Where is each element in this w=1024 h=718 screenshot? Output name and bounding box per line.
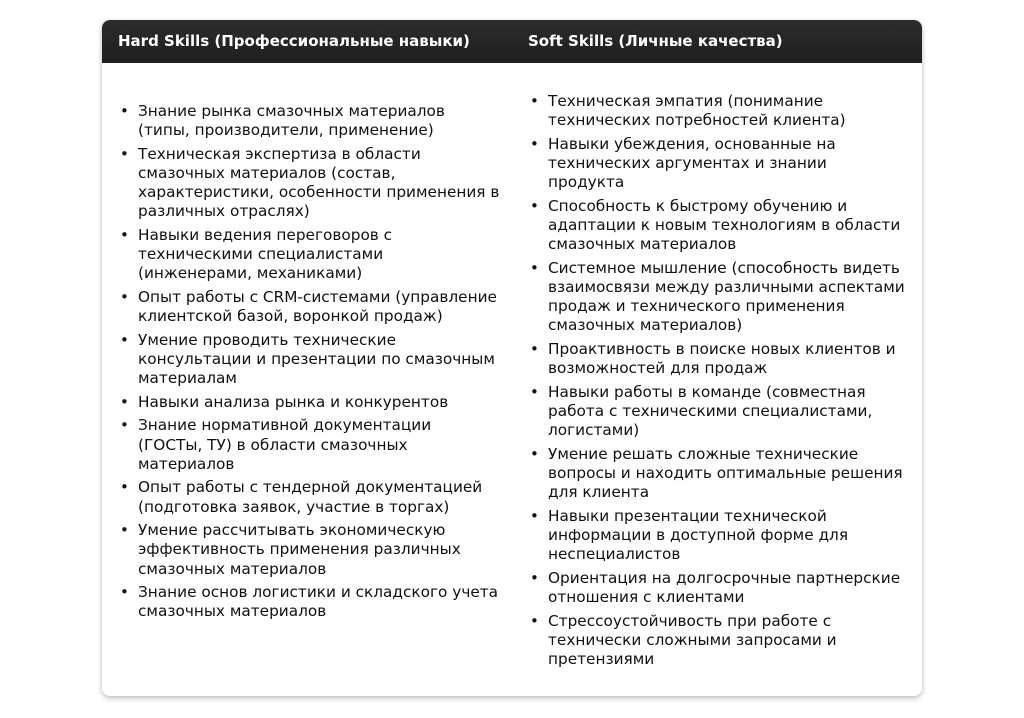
soft-skill-text: Навыки презентации технической информации в доступной форме для неспециалистов [548, 506, 849, 564]
hard-skill-text: Умение проводить технические консультации и презентации по смазочным материалам [138, 330, 495, 388]
hard-skill-text: Навыки анализа рынка и конкурентов [138, 392, 449, 411]
soft-skill-text: Навыки убеждения, основанные на технических аргументах и знании продукта [548, 134, 836, 192]
bullet-icon: • [530, 92, 539, 110]
bullet-icon: • [530, 444, 539, 463]
list-item [530, 92, 905, 130]
bullet-icon: • [120, 583, 129, 602]
bullet-icon: • [120, 416, 129, 435]
list-item [530, 612, 905, 670]
list-item [120, 416, 500, 474]
bullet-icon: • [530, 258, 539, 277]
list-item [530, 383, 905, 441]
list-item [530, 445, 905, 503]
hard-skills-heading: Hard Skills (Профессиональные навыки) [118, 32, 470, 50]
bullet-icon: • [530, 196, 539, 215]
soft-skills-heading: Soft Skills (Личные качества) [528, 32, 783, 50]
hard-skill-text: Навыки ведения переговоров с техническими специалистами (инженерами, механиками) [138, 226, 393, 283]
soft-skill-text: Навыки работы в команде (совместная работа с техническими специалистами, логистами) [548, 382, 873, 440]
list-item [120, 478, 500, 516]
soft-skill-text: Способность к быстрому обучению и адаптации к новым технологиям в области смазочных материалов [548, 196, 901, 254]
hard-skill-text: Умение рассчитывать экономическую эффективность применения различных смазочных материалов [138, 521, 461, 578]
list-item [120, 226, 500, 284]
bullet-icon: • [120, 330, 129, 349]
bullet-icon: • [120, 144, 129, 163]
list-item [120, 288, 500, 326]
hard-skill-text: Знание основ логистики и складского учета смазочных материалов [138, 583, 499, 621]
list-item [120, 393, 500, 412]
list-item [530, 197, 905, 255]
list-item [530, 259, 905, 336]
bullet-icon: • [120, 102, 129, 120]
bullet-icon: • [120, 226, 129, 244]
list-item [530, 507, 905, 565]
hard-skill-text: Знание рынка смазочных материалов (типы, производители, применение) [138, 102, 445, 140]
bullet-icon: • [530, 134, 539, 153]
list-item [120, 102, 500, 140]
bullet-icon: • [530, 506, 539, 525]
list-item [530, 135, 905, 193]
hard-skills-list [120, 102, 500, 626]
bullet-icon: • [120, 392, 129, 411]
list-item [120, 145, 500, 222]
skills-table [102, 20, 922, 696]
bullet-icon: • [530, 340, 539, 358]
bullet-icon: • [120, 478, 129, 497]
list-item [120, 521, 500, 579]
bullet-icon: • [530, 382, 539, 401]
list-item [530, 340, 905, 378]
list-item [530, 569, 905, 607]
soft-skill-text: Проактивность в поиске новых клиентов и возможностей для продаж [548, 340, 896, 378]
bullet-icon: • [120, 288, 129, 306]
list-item [120, 583, 500, 621]
soft-skill-text: Стрессоустойчивость при работе с технически сложными запросами и претензиями [548, 611, 837, 668]
bullet-icon: • [530, 568, 539, 587]
list-item [120, 331, 500, 389]
soft-skill-text: Умение решать сложные технические вопросы и находить оптимальные решения для клиента [548, 444, 903, 502]
bullet-icon: • [120, 521, 129, 540]
bullet-icon: • [530, 611, 539, 630]
hard-skill-text: Знание нормативной документации (ГОСТы, ТУ) в области смазочных материалов [138, 416, 432, 473]
hard-skill-text: Опыт работы с CRM-системами (управление клиентской базой, воронкой продаж) [138, 288, 497, 326]
soft-skills-list [530, 92, 905, 674]
hard-skill-text: Техническая экспертиза в области смазочных материалов (состав, характеристики, особенности применения в различных отраслях) [138, 144, 500, 221]
soft-skill-text: Техническая эмпатия (понимание технических потребностей клиента) [548, 92, 846, 130]
hard-skill-text: Опыт работы с тендерной документацией (подготовка заявок, участие в торгах) [138, 478, 483, 516]
table-header [102, 20, 922, 63]
soft-skill-text: Ориентация на долгосрочные партнерские отношения с клиентами [548, 568, 901, 606]
soft-skill-text: Системное мышление (способность видеть взаимосвязи между различными аспектами продаж и технического применения смазочных материалов) [548, 258, 905, 335]
